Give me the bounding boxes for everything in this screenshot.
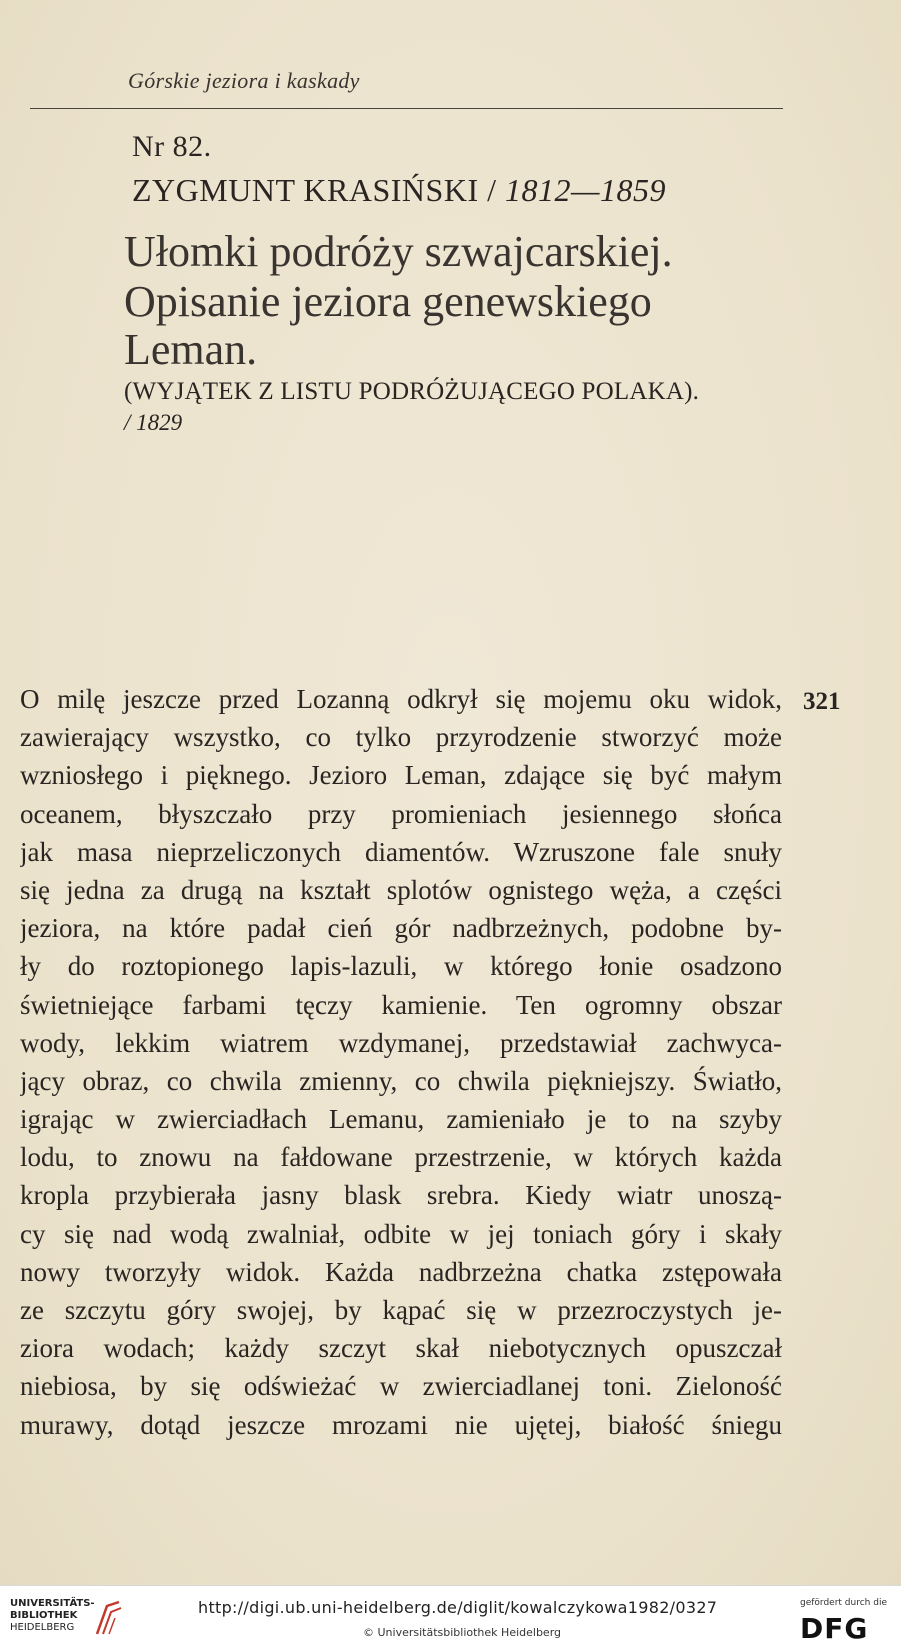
- body-line: jak masa nieprzeliczonych diamentów. Wzruszone fale snuły: [20, 836, 782, 867]
- author-name: ZYGMUNT KRASIŃSKI: [132, 172, 479, 208]
- author-line: [132, 172, 666, 209]
- dfg-logo: DFG: [800, 1612, 869, 1645]
- body-line: ze szczytu góry swojej, by kąpać się w przezroczystych je-: [20, 1295, 782, 1325]
- permalink-url[interactable]: http://digi.ub.uni-heidelberg.de/diglit/kowalczykowa1982/0327: [198, 1598, 718, 1617]
- library-name-line: BIBLIOTHEK: [10, 1610, 78, 1621]
- title-line: Ułomki podróży szwajcarskiej.: [124, 227, 673, 276]
- footer-bar: [0, 1585, 901, 1649]
- library-name-line: HEIDELBERG: [10, 1622, 75, 1633]
- subtitle: (WYJĄTEK Z LISTU PODRÓŻUJĄCEGO POLAKA).: [124, 378, 700, 405]
- running-head: Górskie jeziora i kaskady: [128, 68, 360, 93]
- body-line: jeziora, na które padał cień gór nadbrzeżnych, podobne by-: [20, 913, 782, 944]
- body-line: wzniosłego i pięknego. Jezioro Leman, zdające się być małym: [20, 760, 782, 791]
- body-line: cy się nad wodą zwalniał, odbite w jej toniach góry i skały: [20, 1218, 782, 1249]
- title-line: Opisanie jeziora genewskiego: [124, 277, 652, 326]
- body-line: niebiosa, by się odświeżać w zwierciadlanej toni. Zieloność: [20, 1371, 782, 1402]
- library-logo-text: [10, 1598, 95, 1634]
- body-line: igrając w zwierciadłach Lemanu, zamieniało je to na szyby: [20, 1104, 782, 1135]
- body-line: murawy, dotąd jeszcze mrozami nie ujętej, białość śniegu: [20, 1409, 782, 1440]
- library-name-line: UNIVERSITÄTS-: [10, 1598, 95, 1609]
- page-number: 321: [803, 688, 841, 715]
- body-line: lodu, to znowu na fałdowane przestrzenie, w których każda: [20, 1142, 782, 1173]
- body-line: zawierający wszystko, co tylko przyrodzenie stworzyć może: [20, 722, 782, 753]
- funded-by-label: gefördert durch die: [800, 1598, 887, 1608]
- body-line: O milę jeszcze przed Lozanną odkrył się mojemu oku widok,: [20, 684, 782, 714]
- copyright-notice: © Universitätsbibliothek Heidelberg: [363, 1626, 562, 1639]
- header-rule: [30, 108, 783, 109]
- body-line: kropla przybierała jasny blask srebra. Kiedy wiatr unoszą-: [20, 1180, 782, 1211]
- body-line: świetniejące farbami tęczy kamienie. Ten ogromny obszar: [20, 989, 782, 1020]
- body-line: jący obraz, co chwila zmienny, co chwila piękniejszy. Światło,: [20, 1065, 782, 1096]
- body-line: ziora wodach; każdy szczyt skał niebotycznych opuszczał: [20, 1333, 782, 1364]
- body-line: oceanem, błyszczało przy promieniach jesiennego słońca: [20, 798, 782, 829]
- body-line: wody, lekkim wiatrem wzdymanej, przedstawiał zachwyca-: [20, 1027, 782, 1058]
- body-text: [20, 680, 782, 1444]
- year: / 1829: [124, 410, 183, 435]
- body-line: nowy tworzyły widok. Każda nadbrzeżna chatka zstępowała: [20, 1256, 782, 1287]
- entry-number: Nr 82.: [132, 130, 212, 163]
- body-line: ły do roztopionego lapis-lazuli, w którego łonie osadzono: [20, 951, 782, 982]
- library-logo-icon: [93, 1598, 123, 1638]
- author-separator: /: [478, 172, 505, 208]
- title-line: Leman.: [124, 325, 258, 374]
- author-dates: 1812—1859: [504, 172, 666, 208]
- body-line: się jedna za drugą na kształt splotów ognistego węża, a części: [20, 874, 782, 905]
